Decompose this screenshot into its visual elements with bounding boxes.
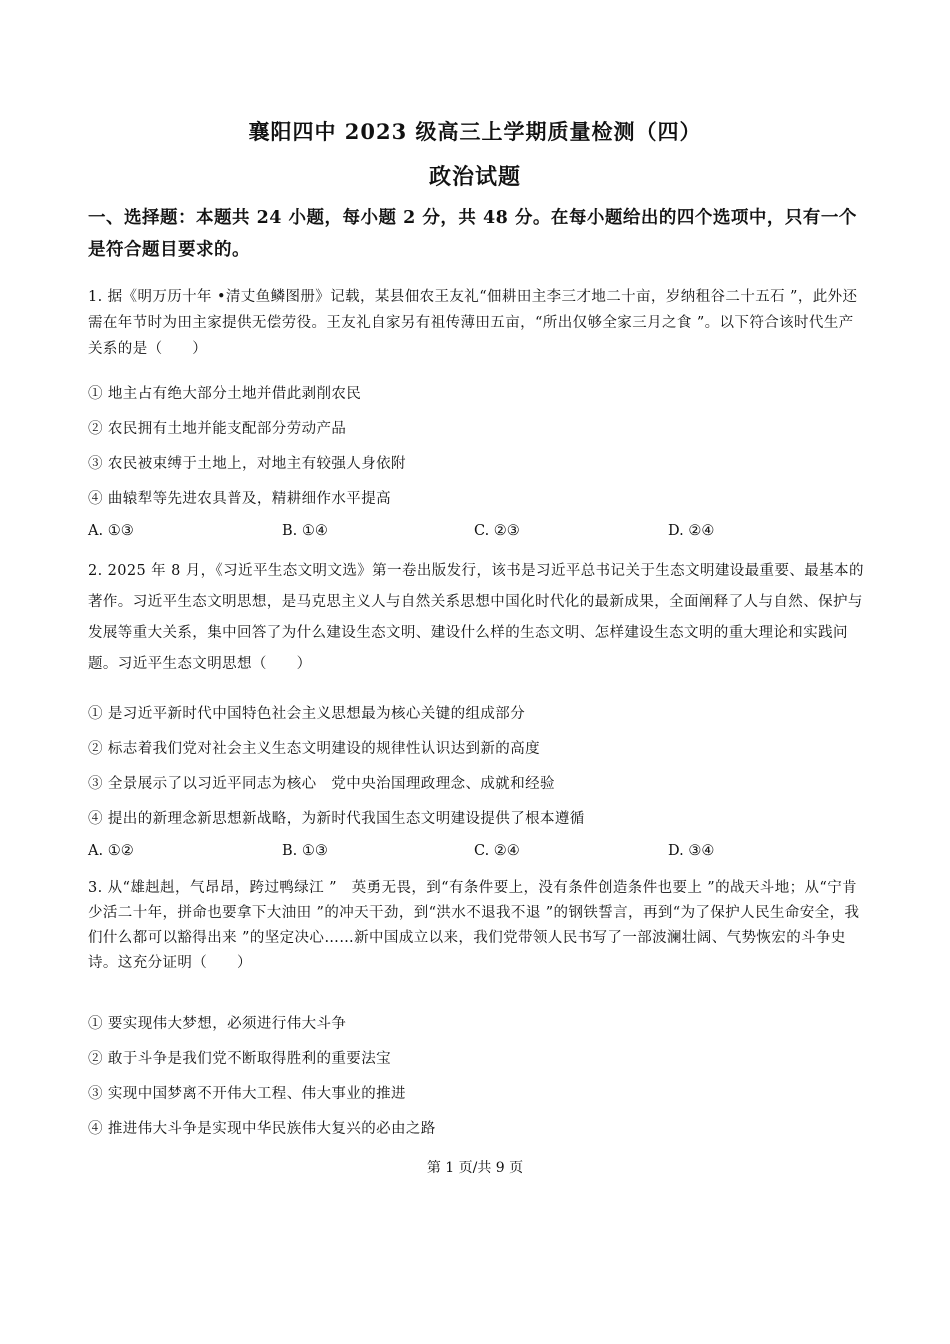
choice-b: B. ①④ [282, 523, 328, 539]
question-3-option-2: ② 敢于斗争是我们党不断取得胜利的重要法宝 [88, 1051, 392, 1067]
question-3-stem: 3. 从“雄赳赳，气昂昂，跨过鸭绿江 ” 英勇无畏，到“有条件要上，没有条件创造条件也要上 ”的战天斗地；从“宁肯少活二十年，拼命也要拿下大油田 ”的冲天干劲，到“洪水不退我不退 ”的钢铁誓言，再到“为了保护人民生命安全，我们什么都可以豁得出来 ”的坚定决心……新中国成立以来，我们党带领人民书写了一部波澜壮阔、气势恢宏的斗争史诗。这充分证明（ ） [88, 880, 860, 971]
question-1-option-1: ① 地主占有绝大部分土地并借此剥削农民 [88, 386, 362, 402]
question-3-option-3: ③ 实现中国梦离不开伟大工程、伟大事业的推进 [88, 1086, 406, 1102]
choice-d: D. ③④ [668, 843, 715, 859]
choice-b: B. ①③ [282, 843, 328, 859]
exam-title: 襄阳四中 2023 级高三上学期质量检测（四） [248, 119, 702, 144]
page-footer: 第 1 页/共 9 页 [426, 1160, 524, 1176]
choice-a: A. ①② [88, 843, 134, 859]
question-3-option-1: ① 要实现伟大梦想，必须进行伟大斗争 [88, 1016, 347, 1032]
choice-d: D. ②④ [668, 523, 715, 539]
choice-a: A. ①③ [88, 523, 134, 539]
question-2-choices [88, 843, 868, 865]
question-3-option-4: ④ 推进伟大斗争是实现中华民族伟大复兴的必由之路 [88, 1121, 436, 1137]
question-2-stem: 2. 2025 年 8 月，《习近平生态文明文选》第一卷出版发行，该书是习近平总书记关于生态文明建设最重要、最基本的著作。习近平生态文明思想，是马克思主义人与自然关系思想中国化时代化的最新成果，全面阐释了人与自然、保护与发展等重大关系，集中回答了为什么建设生态文明、建设什么样的生态文明、怎样建设生态文明的重大理论和实践问题。习近平生态文明思想（ ） [88, 563, 864, 672]
question-2-option-1: ① 是习近平新时代中国特色社会主义思想最为核心关键的组成部分 [88, 706, 526, 722]
question-1-choices [88, 523, 868, 545]
question-1-option-3: ③ 农民被束缚于土地上，对地主有较强人身依附 [88, 456, 406, 472]
question-1-stem: 1. 据《明万历十年 •清丈鱼鳞图册》记载，某县佃农王友礼“佃耕田主李三才地二十亩，岁纳租谷二十五石 ”，此外还需在年节时为田主家提供无偿劳役。王友礼自家另有祖传薄田五亩，“所出仅够全家三月之食 ”。以下符合该时代生产关系的是（ ） [88, 289, 858, 357]
question-2-option-4: ④ 提出的新理念新思想新战略，为新时代我国生态文明建设提供了根本遵循 [88, 811, 585, 827]
question-1-option-4: ④ 曲辕犁等先进农具普及，精耕细作水平提高 [88, 491, 392, 507]
question-1-option-2: ② 农民拥有土地并能支配部分劳动产品 [88, 421, 347, 437]
exam-subject: 政治试题 [428, 164, 521, 190]
question-2-option-3: ③ 全景展示了以习近平同志为核心 党中央治国理政理念、成就和经验 [88, 776, 555, 792]
choice-c: C. ②③ [474, 523, 520, 539]
choice-c: C. ②④ [474, 843, 520, 859]
section-heading: 一、选择题：本题共 24 小题，每小题 2 分，共 48 分。在每小题给出的四个选项中，只有一个是符合题目要求的。 [88, 208, 857, 260]
question-2-option-2: ② 标志着我们党对社会主义生态文明建设的规律性认识达到新的高度 [88, 741, 541, 757]
